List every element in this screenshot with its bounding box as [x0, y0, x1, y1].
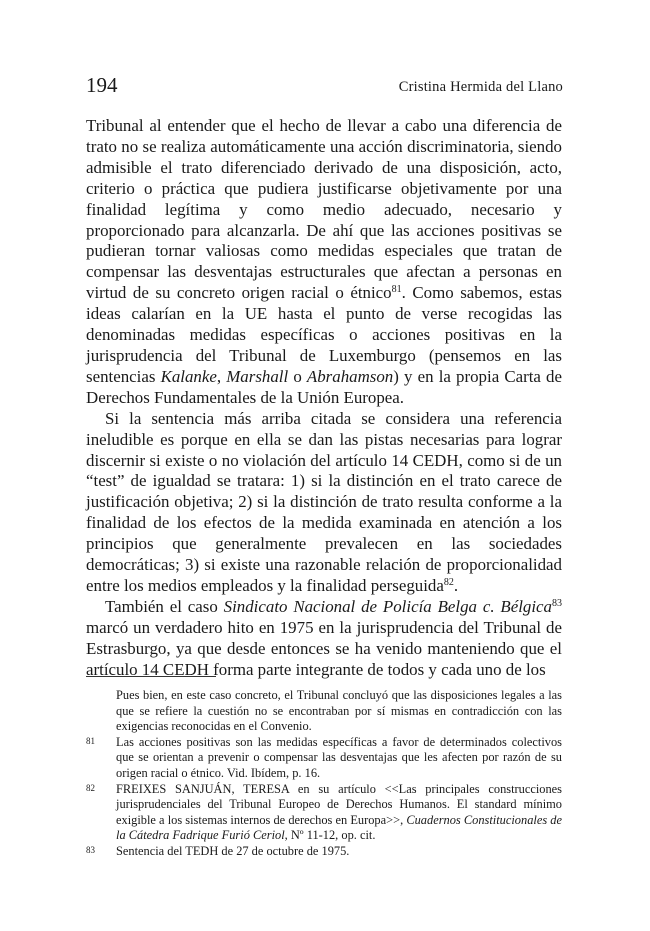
- text-span: También el caso: [105, 596, 224, 616]
- footnote-83: [86, 844, 562, 860]
- footnotes: [86, 688, 562, 860]
- page-number: 194: [86, 73, 118, 97]
- text-span: marcó un verdadero hito en 1975 en la jurisprudencia del Tribunal de Estrasburgo, ya que desde entonces se ha venido manteniendo que el artículo 14 CEDH forma parte integrante de todos y cada uno de los: [86, 617, 562, 679]
- text-span: ,: [216, 366, 227, 386]
- footnote-ref-82: 82: [443, 576, 454, 588]
- footnote-ref-81: 81: [391, 284, 402, 296]
- footnote-ref-83: 83: [552, 597, 562, 609]
- footnote-text: Sentencia del TEDH de 27 de octubre de 1975.: [116, 843, 350, 858]
- text-span: .: [453, 575, 459, 595]
- footnote-text: FREIXES SANJUÁN, TERESA en su artículo <<Las principales construcciones jurisprudenciales del Tribunal Europeo de Derechos Humanos. El standard mínimo exigible a los sistemas internos de derechos en Europa>>,: [116, 781, 562, 827]
- footnote-separator: [86, 676, 216, 677]
- case-name: Sindicato Nacional de Policía Belga c. Bélgica: [223, 596, 552, 616]
- journal-title: Cuadernos Constitucionales de la Cátedra Fadrique Furió Ceriol: [116, 812, 562, 843]
- footnote-number: 81: [86, 735, 95, 746]
- case-name: Marshall: [226, 366, 289, 386]
- text-span: o: [288, 366, 307, 386]
- text-span: Si la sentencia más arriba citada se considera una referencia ineludible es porque en ella se dan las pistas necesarias para lograr discernir si existe o no violación del artículo 14 CEDH, como si de un “test” de igualdad se tratara: 1) si la distinción en el trato carece de justificación objetiva; 2) si la distinción de trato resulta conforme a la finalidad de los efectos de la medida examinada en atención a los principios que generalmente prevalecen en las sociedades democráticas; 3) si existe una razonable relación de proporcionalidad entre los medios empleados y la finalidad perseguida: [86, 408, 562, 595]
- running-header: Cristina Hermida del Llano: [398, 79, 563, 95]
- footnote-continuation: [86, 688, 562, 735]
- footnote-text: , Nº 11-12, op. cit.: [284, 828, 376, 843]
- footnote-number: 83: [86, 844, 95, 855]
- main-text: [86, 116, 562, 680]
- footnote-81: [86, 735, 562, 782]
- footnote-text: Las acciones positivas son las medidas específicas a favor de determinados colectivos que se orientan a prevenir o compensar las desventajas que les afecten por razón de su origen racial o étnico. Vid. Ibídem, p. 16.: [116, 734, 562, 780]
- paragraph-1: [86, 116, 562, 409]
- text-span: ) y en la propia Carta de Derechos Fundamentales de la Unión Europea.: [86, 366, 562, 407]
- text-span: . Como sabemos, estas ideas calarían en la UE hasta el punto de verse recogidas las denominadas medidas específicas o acciones positivas en la jurisprudencia del Tribunal de Luxemburgo (pensemos en las sentencias: [86, 283, 562, 386]
- paragraph-3: [86, 597, 562, 681]
- case-name: Abrahamson: [306, 366, 394, 386]
- text-span: Tribunal al entender que el hecho de llevar a cabo una diferencia de trato no se realiza automáticamente una acción discriminatoria, siendo admisible el trato diferenciado derivado de una disposición, acto, criterio o práctica que pudiera justificarse objetivamente por una finalidad legítima y como medio adecuado, necesario y proporcionado para alcanzarla. De ahí que las acciones positivas se pudieran tornar valiosas como medidas especiales que tratan de compensar las desventajas estructurales que afectan a personas en virtud de su concreto origen racial o étnico: [86, 116, 562, 303]
- case-name: Kalanke: [160, 366, 217, 386]
- footnote-text: Pues bien, en este caso concreto, el Tribunal concluyó que las disposiciones legales a las que se refiere la cuestión no se encontraban por sí mismas en contradicción con las exigencias reconocidas en el Convenio.: [116, 688, 562, 734]
- footnote-number: 82: [86, 782, 95, 793]
- footnote-82: [86, 782, 562, 844]
- paragraph-2: [86, 409, 562, 597]
